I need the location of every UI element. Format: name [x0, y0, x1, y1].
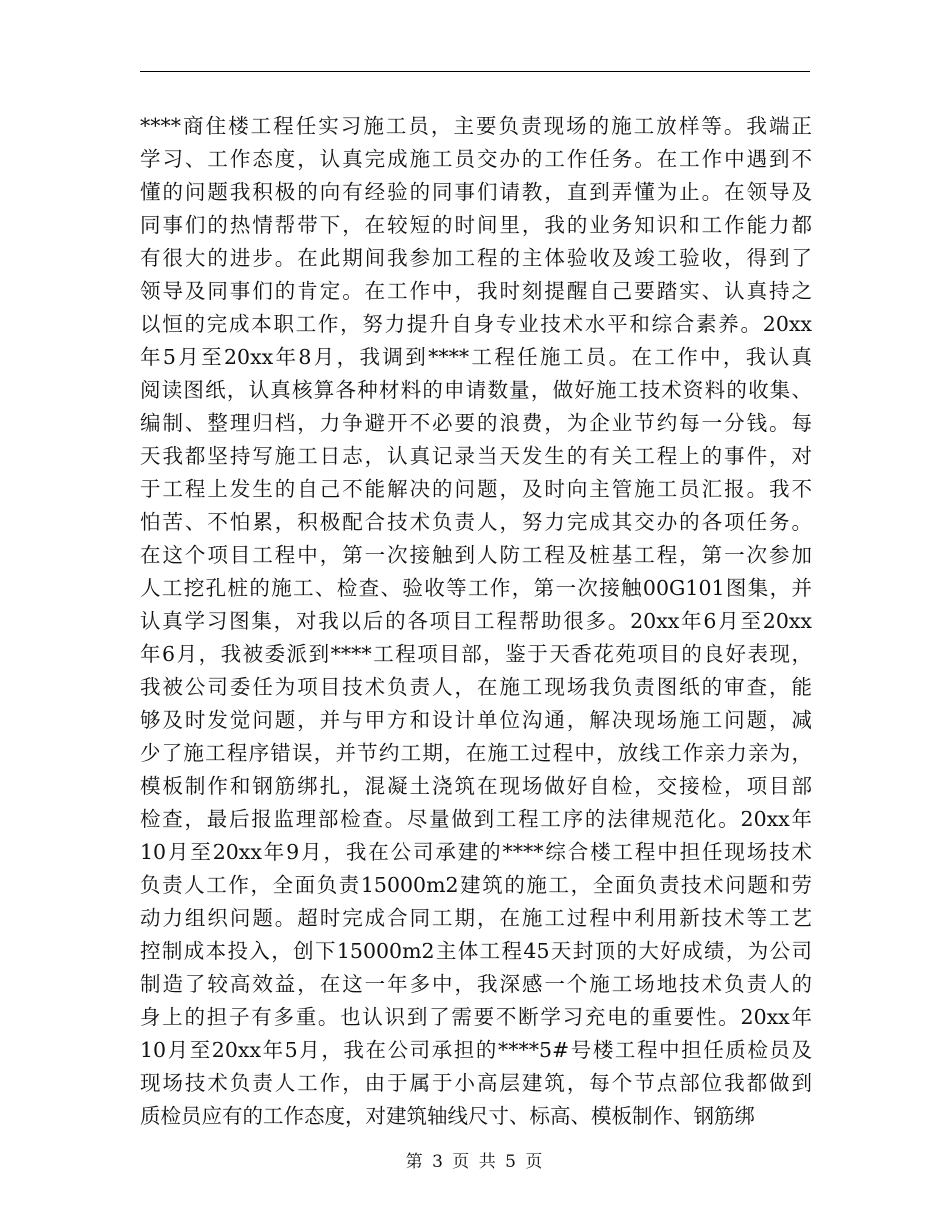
text-line: 人工挖孔桩的施工、检查、验收等工作，第一次接触00G101图集，并	[140, 576, 812, 600]
text-line: 年5月至20xx年8月，我调到****工程任施工员。在工作中，我认真	[140, 345, 812, 369]
text-line: 同事们的热情帮带下，在较短的时间里，我的业务知识和工作能力都	[140, 213, 812, 237]
text-line: 年6月，我被委派到****工程项目部，鉴于天香花苑项目的良好表现，	[140, 642, 812, 666]
text-line: 编制、整理归档，力争避开不必要的浪费，为企业节约每一分钱。每	[140, 411, 812, 435]
text-line: 怕苦、不怕累，积极配合技术负责人，努力完成其交办的各项任务。	[140, 510, 812, 534]
text-line: 10月至20xx年5月，我在公司承担的****5#号楼工程中担任质检员及	[140, 1038, 812, 1062]
text-line: 学习、工作态度，认真完成施工员交办的工作任务。在工作中遇到不	[140, 147, 812, 171]
header-rule	[140, 71, 810, 72]
text-line: 动力组织问题。超时完成合同工期，在施工过程中利用新技术等工艺	[140, 906, 812, 930]
text-line: 天我都坚持写施工日志，认真记录当天发生的有关工程上的事件，对	[140, 444, 812, 468]
page-footer: 第 3 页 共 5 页	[405, 1152, 545, 1172]
text-line: 检查，最后报监理部检查。尽量做到工程工序的法律规范化。20xx年	[140, 807, 812, 831]
text-line: ****商住楼工程任实习施工员，主要负责现场的施工放样等。我端正	[140, 114, 812, 138]
text-line: 认真学习图集，对我以后的各项目工程帮助很多。20xx年6月至20xx	[140, 609, 812, 633]
text-line: 10月至20xx年9月，我在公司承建的****综合楼工程中担任现场技术	[140, 840, 812, 864]
text-line: 身上的担子有多重。也认识到了需要不断学习充电的重要性。20xx年	[140, 1005, 812, 1029]
text-line: 够及时发觉问题，并与甲方和设计单位沟通，解决现场施工问题，减	[140, 708, 812, 732]
body-text	[140, 110, 812, 1133]
text-line: 于工程上发生的自己不能解决的问题，及时向主管施工员汇报。我不	[140, 477, 812, 501]
text-line: 懂的问题我积极的向有经验的同事们请教，直到弄懂为止。在领导及	[140, 180, 812, 204]
text-line: 我被公司委任为项目技术负责人，在施工现场我负责图纸的审查，能	[140, 675, 812, 699]
text-line: 质检员应有的工作态度，对建筑轴线尺寸、标高、模板制作、钢筋绑	[140, 1104, 755, 1128]
text-line: 以恒的完成本职工作，努力提升自身专业技术水平和综合素养。20xx	[140, 312, 812, 336]
text-line: 少了施工程序错误，并节约工期，在施工过程中，放线工作亲力亲为，	[140, 741, 812, 765]
text-line: 有很大的进步。在此期间我参加工程的主体验收及竣工验收，得到了	[140, 246, 812, 270]
text-line: 控制成本投入，创下15000m2主体工程45天封顶的大好成绩，为公司	[140, 939, 812, 963]
text-line: 在这个项目工程中，第一次接触到人防工程及桩基工程，第一次参加	[140, 543, 812, 567]
text-line: 模板制作和钢筋绑扎，混凝土浇筑在现场做好自检，交接检，项目部	[140, 774, 812, 798]
text-line: 阅读图纸，认真核算各种材料的申请数量，做好施工技术资料的收集、	[140, 378, 812, 402]
text-line: 现场技术负责人工作，由于属于小高层建筑，每个节点部位我都做到	[140, 1071, 812, 1095]
text-line: 负责人工作，全面负责15000m2建筑的施工，全面负责技术问题和劳	[140, 873, 812, 897]
text-line: 领导及同事们的肯定。在工作中，我时刻提醒自己要踏实、认真持之	[140, 279, 812, 303]
text-line: 制造了较高效益，在这一年多中，我深感一个施工场地技术负责人的	[140, 972, 812, 996]
